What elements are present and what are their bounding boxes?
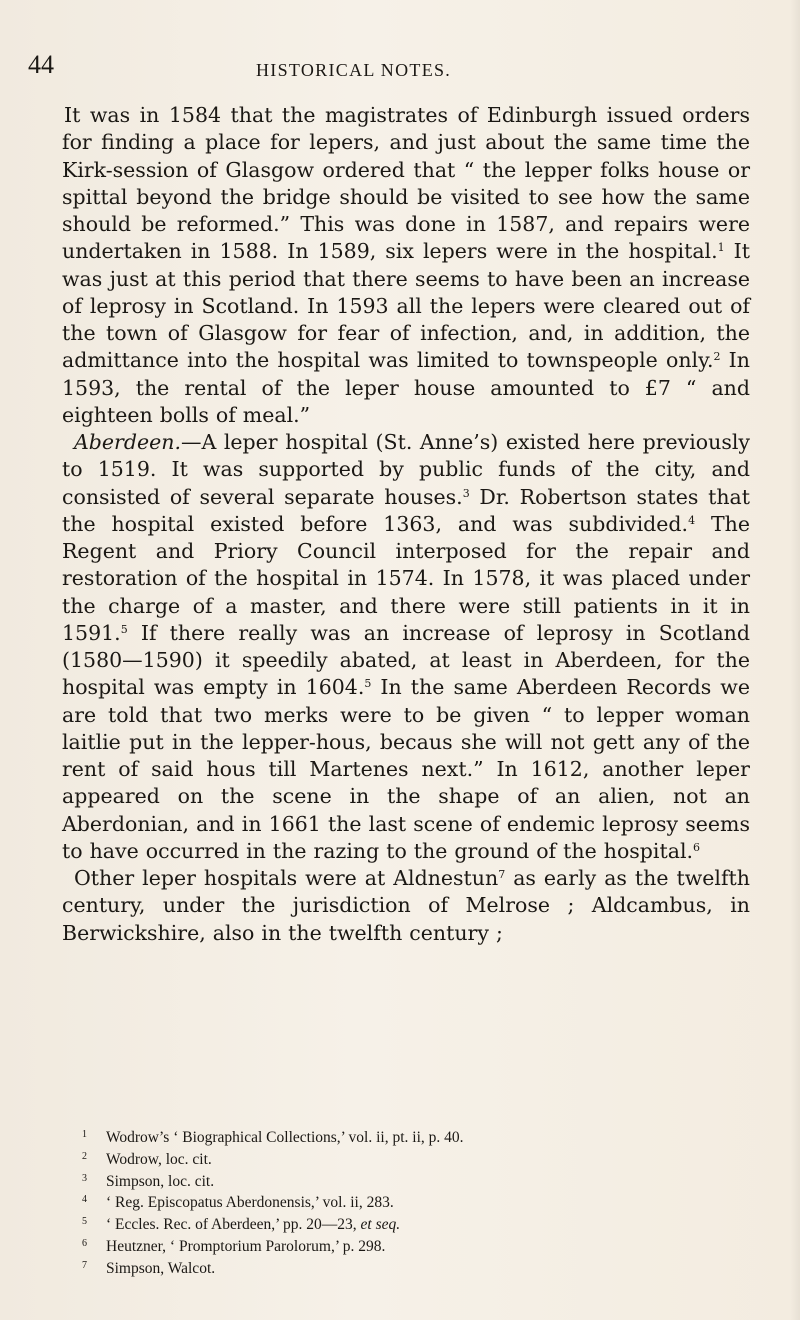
footnote-reference-6: 6 (693, 840, 701, 854)
paragraph-2-text-4: If there really was an increase of leprosy in Scotland (1580—1590) it speedily abated, at least in Aberdeen, for the hospital was empty in 1604. (62, 620, 750, 700)
footnote-1 (62, 1127, 748, 1149)
running-title: HISTORICAL NOTES. (256, 60, 452, 80)
page-number: 44 (28, 50, 54, 79)
paragraph-2-text-1: —A leper hospital (St. Anne’s) existed here previously to 1519. It was supported by public funds of the city, and consisted of several separate houses. (62, 430, 750, 509)
aberdeen-heading: Aberdeen. (74, 430, 181, 454)
footnote-reference-5b: 5 (364, 677, 372, 691)
footnote-marker-1: 1 (82, 1129, 87, 1140)
footnote-text-2: Wodrow, loc. cit. (106, 1150, 212, 1168)
footnote-text-1: Wodrow’s ‘ Biographical Collections,’ vol. ii, pt. ii, p. 40. (106, 1129, 464, 1146)
footnote-5-italic: et seq. (360, 1216, 401, 1234)
footnote-3 (62, 1171, 748, 1193)
footnote-text-5 (106, 1214, 748, 1236)
footnotes (62, 1127, 748, 1280)
footnote-marker-5: 5 (82, 1216, 87, 1228)
page-edge (790, 0, 800, 1320)
footnote-text-6: Heutzner, ‘ Promptorium Parolorum,’ p. 298. (106, 1237, 386, 1255)
footnote-5-citation: ‘ Eccles. Rec. of Aberdeen,’ pp. 20—23, (106, 1216, 361, 1234)
footnote-4 (62, 1192, 748, 1214)
paragraph-2-text-2: Dr. Robertson states that the hospital existed before 1363, and was subdivided. (62, 484, 750, 536)
footnote-2 (62, 1149, 748, 1171)
paragraph-2-text-5: In the same Aberdeen Records we are told that two merks were to be given “ to lepper woman laitlie put in the lepper-hous, becaus she will not gett any of the rent of said hous till Martenes next.” In 1612, another leper appeared on the scene in the shape of an alien, not an Aberdonian, and in 1661 the last scene of endemic leprosy seems to have occurred in the razing to the ground of the hospital. (62, 675, 750, 863)
paragraph-other-hospitals (62, 865, 750, 947)
footnote-marker-3: 3 (82, 1172, 87, 1184)
footnote-marker-6: 6 (82, 1237, 87, 1249)
page-header (28, 52, 774, 82)
footnote-reference-2: 2 (713, 350, 721, 364)
footnote-marker-2: 2 (82, 1150, 87, 1162)
footnote-reference-5a: 5 (120, 622, 128, 636)
footnote-text-4: ‘ Reg. Episcopatus Aberdonensis,’ vol. ii, 283. (106, 1194, 394, 1212)
paragraph-glasgow (62, 102, 750, 429)
footnote-5 (62, 1214, 748, 1236)
paragraph-2-text-3: The Regent and Priory Council interposed for the repair and restoration of the hospital in 1574. In 1578, it was placed under the charge of a master, and there were still patients in it in 1591. (62, 511, 750, 645)
footnote-reference-1: 1 (717, 241, 725, 255)
paragraph-1-text-3: In 1593, the rental of the leper house amounted to £7 “ and eighteen bolls of meal.” (62, 348, 750, 427)
main-text (62, 102, 750, 947)
paragraph-3-text-2: as early as the twelfth century, under the jurisdiction of Melrose ; Aldcambus, in Berwickshire, also in the twelfth century ; (62, 866, 750, 945)
footnote-text-3: Simpson, loc. cit. (106, 1172, 215, 1190)
footnote-marker-7: 7 (82, 1259, 87, 1271)
footnote-reference-3: 3 (462, 486, 470, 500)
footnote-text-7: Simpson, Walcot. (106, 1259, 216, 1277)
paragraph-1-text-2: It was just at this period that there seems to have been an increase of leprosy in Scotland. In 1593 all the lepers were cleared out of the town of Glasgow for fear of infection, and, in addition, the admittance into the hospital was limited to townspeople only. (62, 239, 750, 373)
paragraph-1-text-1: It was in 1584 that the magistrates of Edinburgh issued orders for finding a place for lepers, and just about the same time the Kirk-session of Glasgow ordered that “ the lepper folks house or spittal beyond the bridge should be visited to see how the same should be reformed.” This was done in 1587, and repairs were undertaken in 1588. In 1589, six lepers were in the hospital. (62, 103, 750, 264)
paragraph-3-text-1: Other leper hospitals were at Aldnestun (74, 866, 499, 890)
paragraph-aberdeen (62, 429, 750, 865)
footnote-7 (62, 1258, 748, 1280)
footnote-reference-7: 7 (498, 868, 506, 881)
footnote-6 (62, 1236, 748, 1258)
footnote-marker-4: 4 (82, 1194, 87, 1206)
footnote-reference-4: 4 (688, 513, 696, 527)
